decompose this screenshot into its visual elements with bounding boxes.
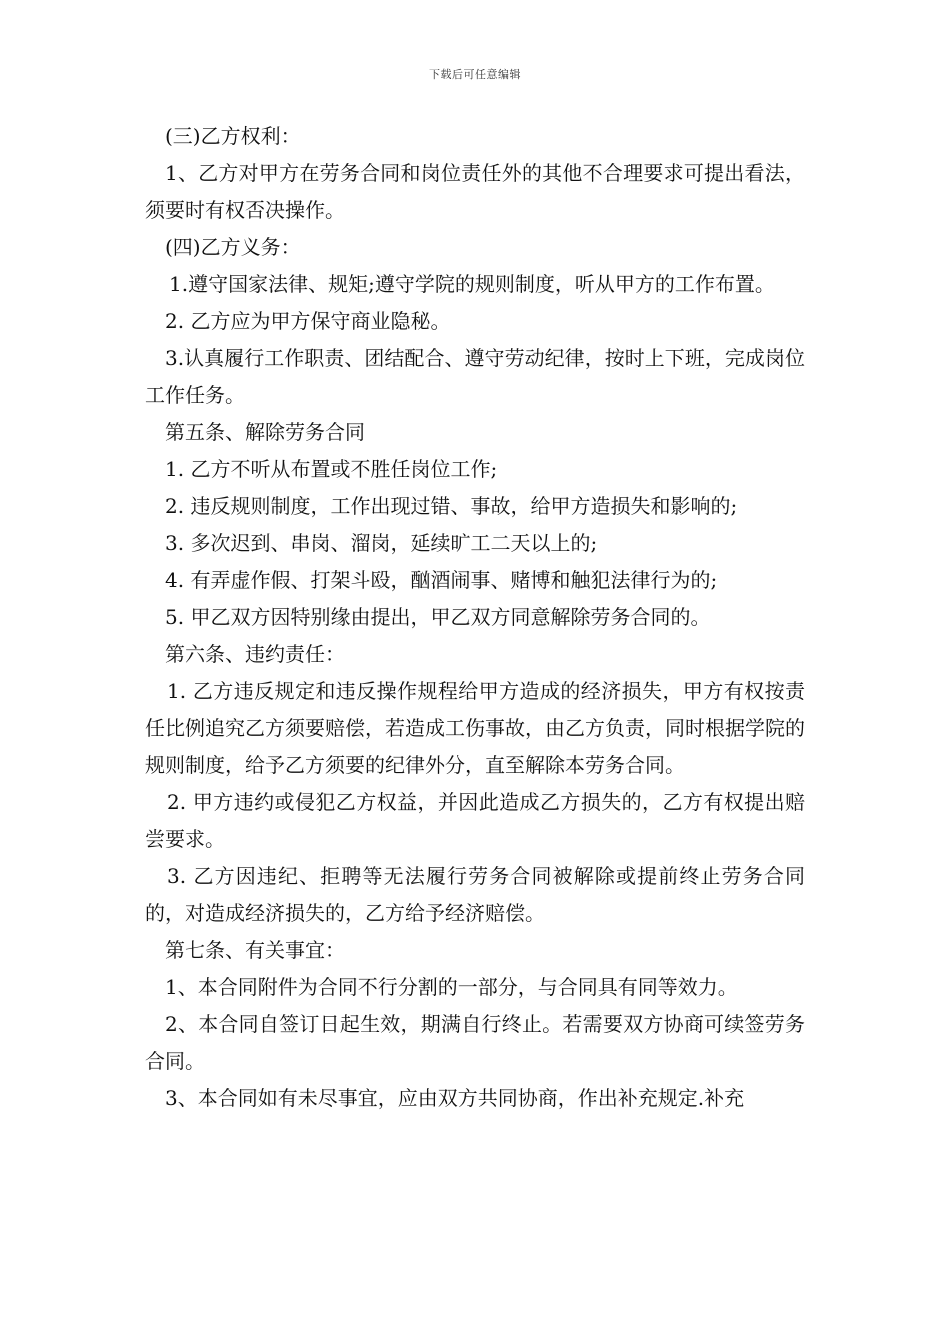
paragraph-article-6-heading: 第六条、违约责任：: [165, 642, 345, 666]
paragraph-article-5-item-3: 3. 多次迟到、串岗、溜岗，延续旷工二天以上的;: [165, 531, 598, 555]
paragraph-article-5-heading: 第五条、解除劳务合同: [165, 420, 365, 444]
paragraph-party-b-duties-1: 1.遵守国家法律、规矩;遵守学院的规则制度，听从甲方的工作布置。: [169, 272, 775, 296]
paragraph-party-b-duties-3: 3.认真履行工作职责、团结配合、遵守劳动纪律，按时上下班，完成岗位工作任务。: [145, 346, 805, 407]
paragraph-article-7-item-1: 1、本合同附件为合同不行分割的一部分，与合同具有同等效力。: [165, 975, 738, 999]
paragraph-article-7-heading: 第七条、有关事宜：: [165, 938, 345, 962]
paragraph-party-b-duties-heading: (四)乙方义务：: [165, 235, 301, 259]
paragraph-article-6-item-3: 3. 乙方因违纪、拒聘等无法履行劳务合同被解除或提前终止劳务合同的，对造成经济损失的，乙方给予经济赔偿。: [145, 864, 805, 925]
paragraph-article-5-item-1: 1. 乙方不听从布置或不胜任岗位工作;: [165, 457, 498, 481]
paragraph-article-6-item-1: 1. 乙方违反规定和违反操作规程给甲方造成的经济损失，甲方有权按责任比例追究乙方须要赔偿，若造成工伤事故，由乙方负责，同时根据学院的规则制度，给予乙方须要的纪律外分，直至解除本劳务合同。: [145, 679, 805, 777]
page-header-note: 下载后可任意编辑: [429, 68, 521, 81]
paragraph-article-5-item-5: 5. 甲乙双方因特别缘由提出，甲乙双方同意解除劳务合同的。: [165, 605, 711, 629]
paragraph-article-5-item-4: 4. 有弄虚作假、打架斗殴，酗酒闹事、赌博和触犯法律行为的;: [165, 568, 718, 592]
paragraph-article-7-item-3: 3、本合同如有未尽事宜，应由双方共同协商，作出补充规定.补充: [165, 1086, 745, 1110]
paragraph-article-6-item-2: 2. 甲方违约或侵犯乙方权益，并因此造成乙方损失的，乙方有权提出赔尝要求。: [145, 790, 805, 851]
paragraph-article-7-item-2: 2、本合同自签订日起生效，期满自行终止。若需要双方协商可续签劳务合同。: [145, 1012, 805, 1073]
paragraph-party-b-rights-1: 1、乙方对甲方在劳务合同和岗位责任外的其他不合理要求可提出看法，须要时有权否决操作。: [145, 161, 805, 222]
document-body: [145, 118, 805, 1117]
paragraph-article-5-item-2: 2. 违反规则制度，工作出现过错、事故，给甲方造损失和影响的;: [165, 494, 738, 518]
paragraph-party-b-duties-2: 2. 乙方应为甲方保守商业隐秘。: [165, 309, 451, 333]
paragraph-party-b-rights-heading: (三)乙方权利：: [165, 124, 301, 148]
